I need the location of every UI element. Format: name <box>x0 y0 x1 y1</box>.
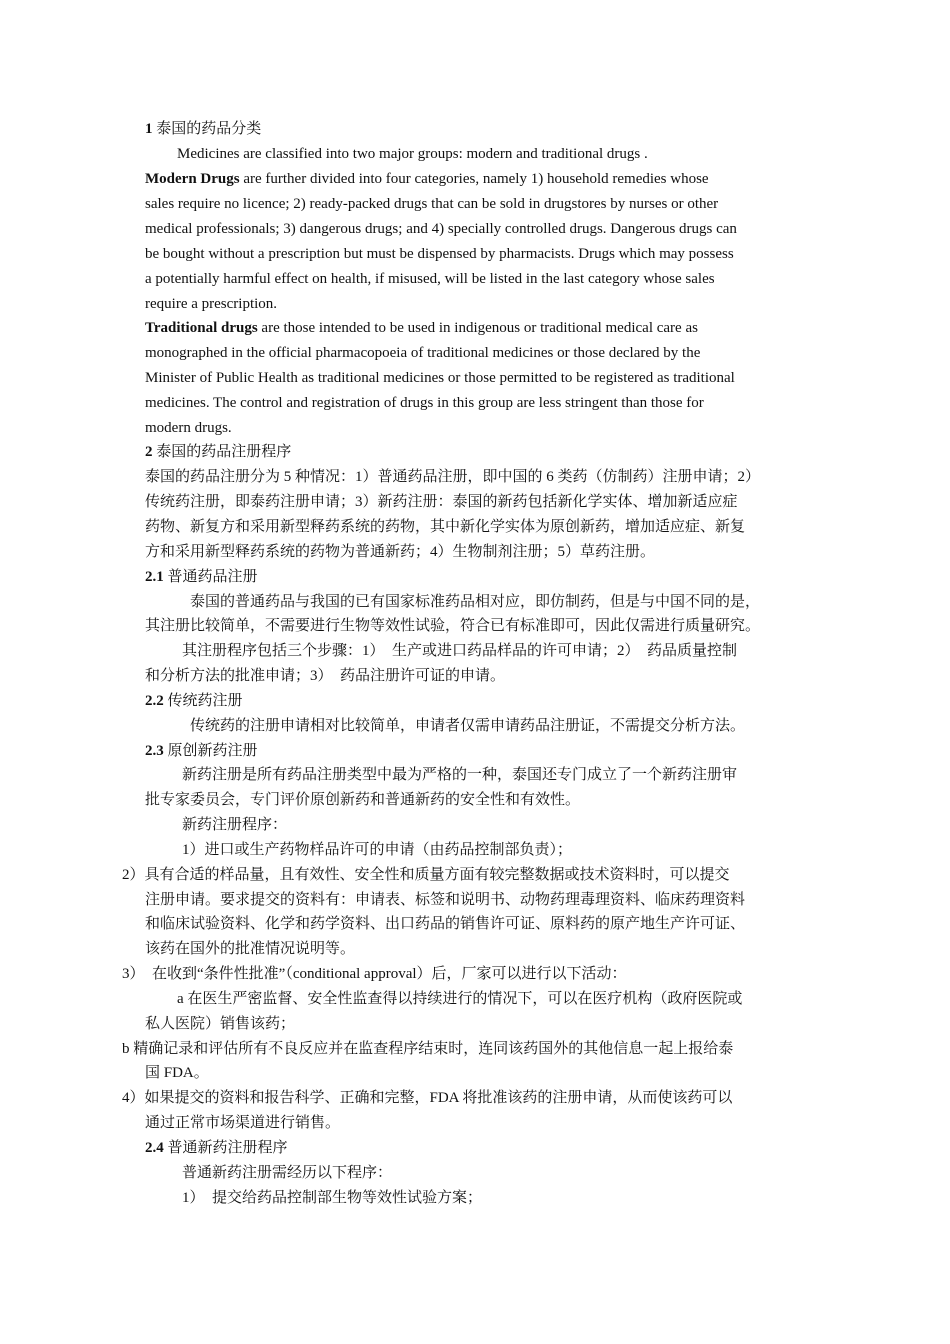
paragraph-line: 新药注册程序： <box>182 817 288 833</box>
paragraph-line: Minister of Public Health as traditional medicines or those permitted to be registered as traditional <box>145 370 735 386</box>
paragraph-line: 泰国的药品注册分为 5 种情况：1）普通药品注册，即中国的 6 类药（仿制药）注册申请；2） <box>145 469 761 485</box>
section-title: 泰国的药品注册程序 <box>156 444 292 460</box>
paragraph-line: medicines. The control and registration of drugs in this group are less stringent than those for <box>145 395 704 411</box>
term-traditional-drugs: Traditional drugs <box>145 320 258 336</box>
section-number: 2.1 <box>145 569 164 585</box>
section-title: 普通新药注册程序 <box>167 1140 288 1156</box>
line-text: are those intended to be used in indigenous or traditional medical care as <box>257 320 698 336</box>
section-number: 2.3 <box>145 743 164 759</box>
section-2-1-heading <box>145 565 258 589</box>
paragraph-line: require a prescription. <box>145 296 278 312</box>
paragraph-line: a potentially harmful effect on health, if misused, will be listed in the last category whose sales <box>145 271 715 287</box>
paragraph-line: 该药在国外的批准情况说明等。 <box>145 941 356 957</box>
list-item: b 精确记录和评估所有不良反应并在监查程序结束时，连同该药国外的其他信息一起上报给泰 <box>122 1041 734 1057</box>
term-modern-drugs: Modern Drugs <box>145 171 240 187</box>
paragraph-line: 国 FDA。 <box>145 1065 209 1081</box>
section-title: 原创新药注册 <box>167 743 258 759</box>
list-item: 2）具有合适的样品量，且有效性、安全性和质量方面有较完整数据或技术资料时，可以提交 <box>122 867 730 883</box>
section-2-heading <box>145 440 291 464</box>
paragraph-line <box>145 316 698 340</box>
list-item: 1） 提交给药品控制部生物等效性试验方案； <box>182 1190 483 1206</box>
paragraph-line: 通过正常市场渠道进行销售。 <box>145 1115 341 1131</box>
list-item: 4）如果提交的资料和报告科学、正确和完整，FDA 将批准该药的注册申请，从而使该药可以 <box>122 1090 733 1106</box>
list-item: a 在医生严密监督、安全性监查得以持续进行的情况下，可以在医疗机构（政府医院或 <box>177 991 743 1007</box>
section-number: 2.2 <box>145 693 164 709</box>
section-2-2-heading <box>145 689 243 713</box>
paragraph-line: 批专家委员会，专门评价原创新药和普通新药的安全性和有效性。 <box>145 792 581 808</box>
paragraph-line: 私人医院）销售该药； <box>145 1016 296 1032</box>
paragraph-line: 方和采用新型释药系统的药物为普通新药；4）生物制剂注册；5）草药注册。 <box>145 544 656 560</box>
section-title: 泰国的药品分类 <box>156 121 262 137</box>
paragraph-line: medical professionals; 3) dangerous drugs; and 4) specially controlled drugs. Dangerous drugs can <box>145 221 737 237</box>
section-title: 传统药注册 <box>167 693 243 709</box>
list-item: 1）进口或生产药物样品许可的申请（由药品控制部负责）； <box>182 842 573 858</box>
paragraph-line: modern drugs. <box>145 420 232 436</box>
paragraph-line: be bought without a prescription but must be dispensed by pharmacists. Drugs which may possess <box>145 246 734 262</box>
paragraph-line: 和分析方法的批准申请；3） 药品注册许可证的申请。 <box>145 668 506 684</box>
line-text: are further divided into four categories, namely 1) household remedies whose <box>239 171 709 187</box>
section-title: 普通药品注册 <box>167 569 258 585</box>
paragraph-line: 注册申请。要求提交的资料有：申请表、标签和说明书、动物药理毒理资料、临床药理资料 <box>145 892 746 908</box>
section-1-heading <box>145 117 261 141</box>
section-number: 2 <box>145 444 153 460</box>
paragraph-line: 泰国的普通药品与我国的已有国家标准药品相对应，即仿制药，但是与中国不同的是， <box>190 594 761 610</box>
paragraph-line: 传统药注册，即泰药注册申请；3）新药注册：泰国的新药包括新化学实体、增加新适应症 <box>145 494 738 510</box>
paragraph-line: 其注册比较简单，不需要进行生物等效性试验，符合已有标准即可，因此仅需进行质量研究。 <box>145 618 761 634</box>
paragraph-line <box>145 167 709 191</box>
paragraph-line: monographed in the official pharmacopoeia of traditional medicines or those declared by the <box>145 345 701 361</box>
paragraph-line: 新药注册是所有药品注册类型中最为严格的一种，泰国还专门成立了一个新药注册审 <box>182 767 738 783</box>
paragraph-line: sales require no licence; 2) ready-packed drugs that can be sold in drugstores by nurses or other <box>145 196 719 212</box>
paragraph-line: Medicines are classified into two major groups: modern and traditional drugs . <box>177 146 648 162</box>
paragraph-line: 其注册程序包括三个步骤：1） 生产或进口药品样品的许可申请；2） 药品质量控制 <box>182 643 738 659</box>
section-2-3-heading <box>145 739 258 763</box>
paragraph-line: 药物、新复方和采用新型释药系统的药物，其中新化学实体为原创新药，增加适应症、新复 <box>145 519 746 535</box>
paragraph-line: 和临床试验资料、化学和药学资料、出口药品的销售许可证、原料药的原产地生产许可证、 <box>145 916 746 932</box>
section-number: 1 <box>145 121 153 137</box>
paragraph-line: 普通新药注册需经历以下程序： <box>182 1165 393 1181</box>
section-number: 2.4 <box>145 1140 164 1156</box>
section-2-4-heading <box>145 1136 288 1160</box>
paragraph-line: 传统药的注册申请相对比较简单，申请者仅需申请药品注册证，不需提交分析方法。 <box>190 718 746 734</box>
list-item: 3） 在收到“条件性批准”（conditional approval）后，厂家可以进行以下活动： <box>122 966 627 982</box>
